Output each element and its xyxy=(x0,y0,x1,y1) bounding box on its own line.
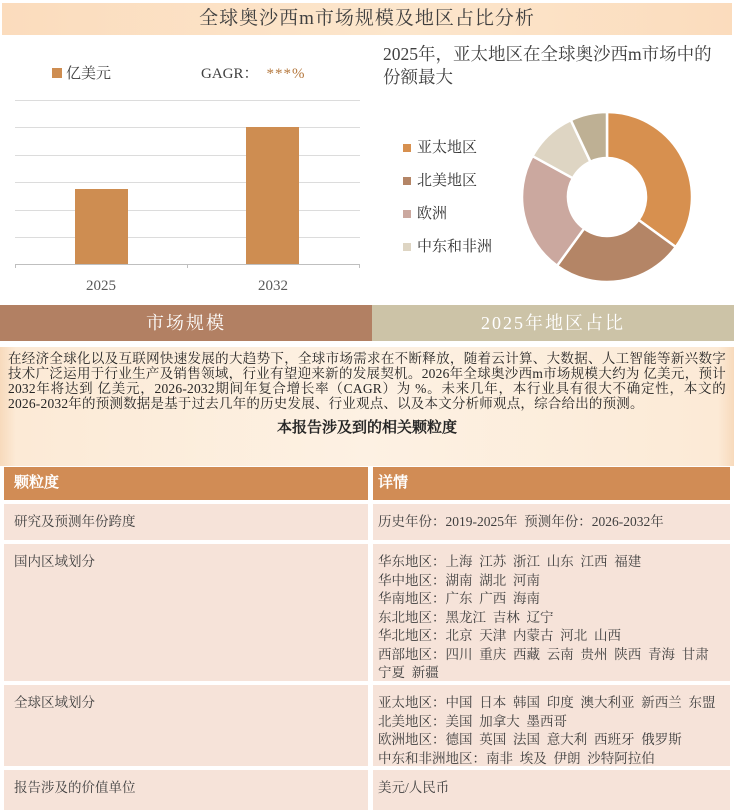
legend-label: 亚太地区 xyxy=(417,140,478,156)
page-title-bar xyxy=(2,3,732,35)
page-title: 全球奥沙西m市场规模及地区占比分析 xyxy=(199,8,535,29)
bar-plot-area xyxy=(15,100,360,265)
row-detail-line: 东北地区：黑龙江 吉林 辽宁 xyxy=(378,609,554,625)
legend-swatch-icon xyxy=(403,243,411,251)
row-label: 研究及预测年份跨度 xyxy=(4,504,368,540)
row-detail-line: 欧洲地区：德国 英国 法国 意大利 西班牙 俄罗斯 xyxy=(378,732,682,747)
row-details xyxy=(373,770,730,810)
pie-legend xyxy=(403,139,493,271)
x-tick-label-2025: 2025 xyxy=(86,278,116,294)
legend-swatch-icon xyxy=(403,144,411,152)
bar-x-axis-labels xyxy=(15,278,360,298)
legend-item-mea xyxy=(403,238,493,257)
row-detail-line: 华北地区：北京 天津 内蒙古 河北 山西 xyxy=(378,628,621,643)
row-detail-line: 历史年份：2019-2025年 预测年份：2026-2032年 xyxy=(378,514,664,529)
table-row xyxy=(4,504,730,540)
charts-section xyxy=(0,35,734,303)
table-row xyxy=(4,770,730,810)
bar-legend-unit-label: 亿美元 xyxy=(66,66,112,82)
bar-2032 xyxy=(246,127,299,264)
table-header-row xyxy=(4,467,730,500)
x-tick-label-2032: 2032 xyxy=(258,278,288,294)
axis-tick xyxy=(15,264,16,268)
tab-market-size[interactable]: 市场规模 xyxy=(0,305,372,341)
row-detail-line: 中东和非洲地区：南非 埃及 伊朗 沙特阿拉伯 xyxy=(378,750,655,766)
row-detail-line: 华中地区：湖南 湖北 河南 xyxy=(378,572,540,588)
gridline xyxy=(15,155,360,156)
row-details xyxy=(373,504,730,540)
row-detail-line: 西部地区：四川 重庆 西藏 云南 贵州 陕西 青海 甘肃 宁夏 新疆 xyxy=(378,646,716,680)
legend-item-na xyxy=(403,172,493,191)
legend-label: 北美地区 xyxy=(417,173,478,189)
gridline xyxy=(15,237,360,238)
table-row xyxy=(4,685,730,766)
legend-swatch-icon xyxy=(403,177,411,185)
row-details xyxy=(373,685,730,766)
section-tabs xyxy=(0,305,734,341)
row-detail-line: 华南地区：广东 广西 海南 xyxy=(378,591,540,606)
table-title: 本报告涉及到的相关颗粒度 xyxy=(276,420,457,436)
row-detail-line: 华东地区：上海 江苏 浙江 山东 江西 福建 xyxy=(378,554,642,569)
row-label: 国内区域划分 xyxy=(4,544,368,681)
donut-svg xyxy=(520,110,694,284)
table-row xyxy=(4,544,730,681)
cagr-value: ***% xyxy=(266,66,306,82)
granularity-table xyxy=(4,467,730,810)
legend-label: 中东和非洲 xyxy=(417,239,493,255)
cagr-label: GAGR： xyxy=(201,66,259,82)
col-header-details: 详情 xyxy=(373,467,730,500)
row-label: 全球区域划分 xyxy=(4,685,368,766)
bar-2025 xyxy=(75,189,128,264)
axis-tick xyxy=(359,264,360,268)
gridline xyxy=(15,182,360,183)
legend-item-europe xyxy=(403,205,493,224)
pie-headline: 2025年，亚太地区在全球奥沙西m市场中的份额最大 xyxy=(383,44,712,87)
summary-section xyxy=(0,347,734,466)
gridline xyxy=(15,100,360,101)
row-label: 报告涉及的价值单位 xyxy=(4,770,368,810)
legend-label: 欧洲 xyxy=(417,206,448,222)
col-header-granularity: 颗粒度 xyxy=(4,467,368,500)
gridline xyxy=(15,127,360,128)
legend-swatch-icon xyxy=(403,210,411,218)
bar-chart xyxy=(0,35,370,303)
row-detail-line: 北美地区：美国 加拿大 墨西哥 xyxy=(378,713,567,729)
tab-region-share[interactable]: 2025年地区占比 xyxy=(372,305,734,341)
cagr-text xyxy=(201,62,306,83)
donut-chart xyxy=(370,35,734,303)
row-detail-line: 亚太地区：中国 日本 韩国 印度 澳大利亚 新西兰 东盟 xyxy=(378,695,716,710)
row-details xyxy=(373,544,730,681)
bar-chart-legend xyxy=(52,62,306,83)
row-detail-line: 美元/人民币 xyxy=(378,780,450,795)
axis-tick xyxy=(187,264,188,268)
legend-item-apac xyxy=(403,139,493,158)
gridline xyxy=(15,210,360,211)
bar-legend-swatch-icon xyxy=(52,68,62,78)
summary-paragraph: 在经济全球化以及互联网快速发展的大趋势下，全球市场需求在不断释放，随着云计算、大数据、人工智能等新兴数字技术广泛运用于行业生产及销售领域，行业有望迎来新的发展契机。2026年全球奥沙西m市场规模大约为 亿美元，预计2032年将达到 亿美元，2026-2032期间年复合增长率（CAGR）为 %。未来几年，本行业具有很大不确定性，本文的2026-2032年的预测数据是基于过去几年的历史发展、行业观点、以及本文分析师观点，综合给出的预测。 xyxy=(8,351,726,411)
